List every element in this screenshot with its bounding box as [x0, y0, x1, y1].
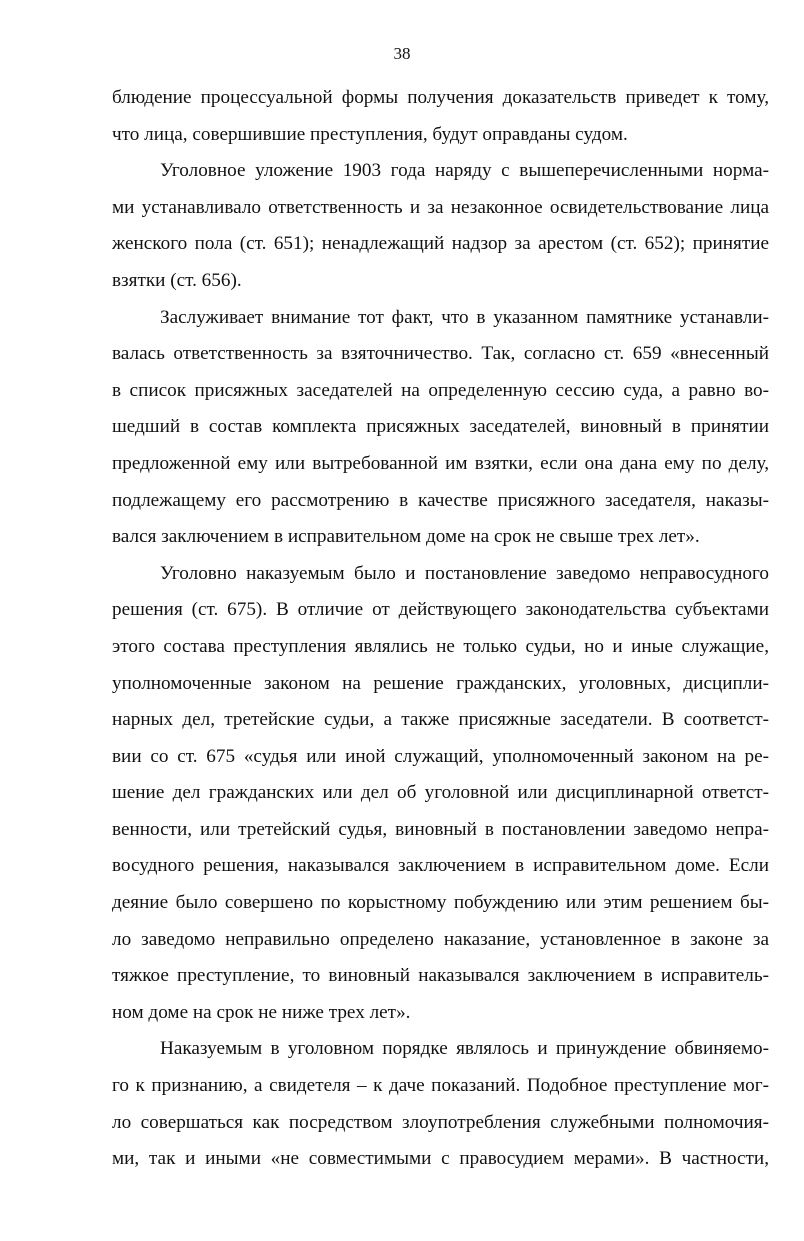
paragraph-4 — [112, 556, 769, 1032]
text-line: вии со ст. 675 «судья или иной служащий, уполномоченный законом на ре- — [112, 745, 769, 767]
text-line: уполномоченные законом на решение гражданских, уголовных, дисципли- — [112, 672, 769, 694]
text-line: венности, или третейский судья, виновный в постановлении заведомо непра- — [112, 818, 769, 840]
text-line: Уголовно наказуемым было и постановление заведомо неправосудного — [160, 562, 769, 584]
body-text — [112, 80, 769, 1178]
text-line: ном доме на срок не ниже трех лет». — [112, 1001, 411, 1023]
text-line: этого состава преступления являлись не только судьи, но и иные служащие, — [112, 635, 769, 657]
text-line: тяжкое преступление, то виновный наказывался заключением в исправитель- — [112, 965, 769, 987]
text-line: предложенной ему или вытребованной им взятки, если она дана ему по делу, — [112, 452, 769, 474]
text-line: валась ответственность за взяточничество. Так, согласно ст. 659 «внесенный — [112, 343, 769, 365]
text-line: шение дел гражданских или дел об уголовной или дисциплинарной ответст- — [112, 782, 769, 804]
paragraph-1 — [112, 80, 769, 153]
text-line: подлежащему его рассмотрению в качестве присяжного заседателя, наказы- — [112, 489, 769, 511]
paragraph-2 — [112, 153, 769, 299]
page-number: 38 — [393, 44, 411, 63]
text-line: го к признанию, а свидетеля – к даче показаний. Подобное преступление мог- — [112, 1075, 769, 1097]
text-line: в список присяжных заседателей на определенную сессию суда, а равно во- — [112, 379, 769, 401]
text-line: Наказуемым в уголовном порядке являлось и принуждение обвиняемо- — [160, 1038, 769, 1060]
text-line: нарных дел, третейские судьи, а также присяжные заседатели. В соответст- — [112, 709, 769, 731]
text-line: деяние было совершено по корыстному побуждению или этим решением бы- — [112, 892, 769, 914]
text-line: ло совершаться как посредством злоупотребления служебными полномочия- — [112, 1111, 769, 1133]
paragraph-5 — [112, 1031, 769, 1177]
text-line: ми устанавливало ответственность и за незаконное освидетельствование лица — [112, 196, 769, 218]
text-line: взятки (ст. 656). — [112, 269, 242, 291]
text-line: женского пола (ст. 651); ненадлежащий надзор за арестом (ст. 652); принятие — [112, 233, 769, 255]
paragraph-3 — [112, 300, 769, 556]
text-line: ми, так и иными «не совместимыми с правосудием мерами». В частности, — [112, 1148, 769, 1170]
text-line: ло заведомо неправильно определено наказание, установленное в законе за — [112, 928, 769, 950]
text-line: восудного решения, наказывался заключением в исправительном доме. Если — [112, 855, 769, 877]
text-line: Заслуживает внимание тот факт, что в указанном памятнике устанавли- — [160, 306, 769, 328]
text-line: что лица, совершившие преступления, будут оправданы судом. — [112, 123, 628, 145]
text-line: вался заключением в исправительном доме на срок не свыше трех лет». — [112, 526, 700, 548]
text-line: решения (ст. 675). В отличие от действующего законодательства субъектами — [112, 599, 769, 621]
text-line: Уголовное уложение 1903 года наряду с вышеперечисленными норма- — [160, 160, 769, 182]
text-line: блюдение процессуальной формы получения доказательств приведет к тому, — [112, 87, 769, 108]
text-line: шедший в состав комплекта присяжных заседателей, виновный в принятии — [112, 416, 769, 438]
